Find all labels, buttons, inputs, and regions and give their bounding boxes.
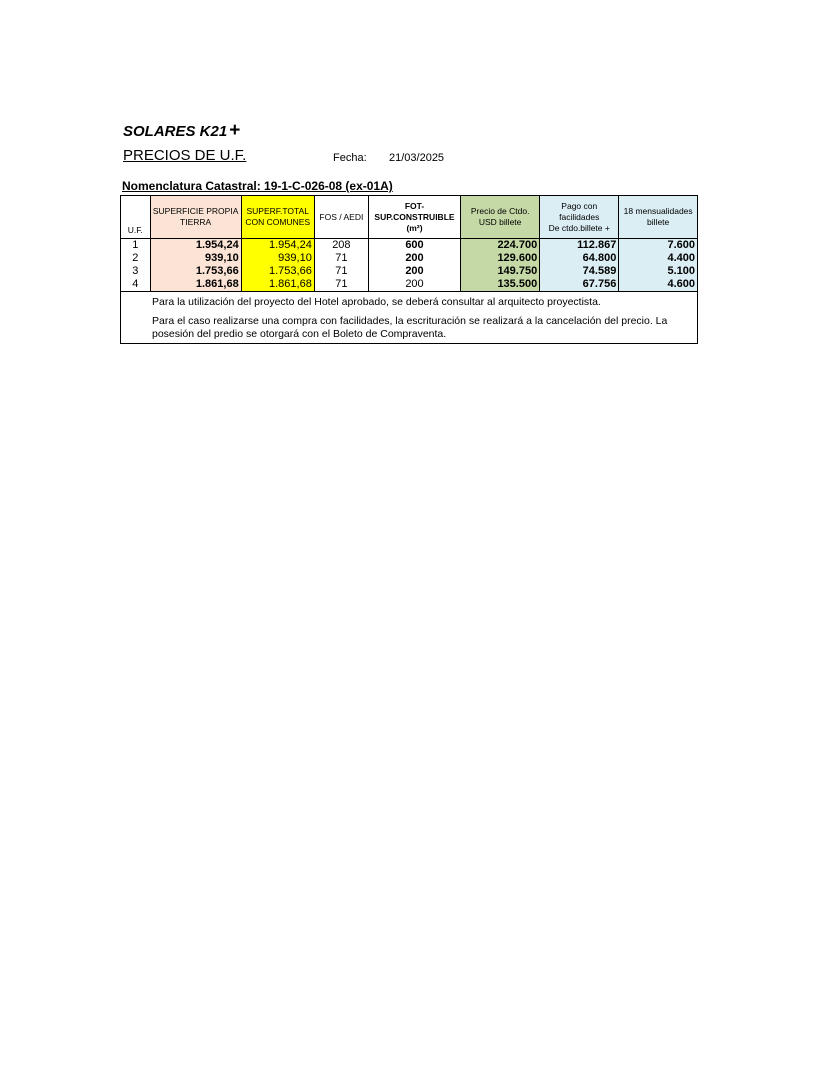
cell-superficie-total: 1.861,68	[241, 278, 314, 292]
cell-superficie-propia: 1.861,68	[150, 278, 241, 292]
cell-precio: 149.750	[461, 265, 540, 278]
col-header-precio: Precio de Ctdo. USD billete	[461, 196, 540, 239]
document-subtitle: PRECIOS DE U.F.	[123, 147, 247, 164]
price-table-container	[120, 195, 698, 344]
col-header-fot: FOT- SUP.CONSTRUIBLE (m²)	[368, 196, 460, 239]
cell-fot: 200	[368, 265, 460, 278]
table-row	[121, 278, 697, 292]
cell-mensualidades: 4.400	[619, 252, 697, 265]
table-row	[121, 252, 697, 265]
note-hotel-project: Para la utilización del proyecto del Hotel aprobado, se deberá consultar al arquitecto proyectista.	[152, 296, 601, 308]
cell-fos: 208	[314, 239, 368, 253]
cell-pago-facilidades: 74.589	[540, 265, 619, 278]
col-header-superficie-propia: SUPERFICIE PROPIA TIERRA	[150, 196, 241, 239]
cell-uf: 4	[121, 278, 150, 292]
document-title: SOLARES K21 +	[123, 120, 241, 141]
notes-section	[121, 292, 697, 343]
col-header-fos: FOS / AEDI	[314, 196, 368, 239]
cell-uf: 2	[121, 252, 150, 265]
price-table	[121, 196, 697, 292]
date-value: 21/03/2025	[389, 152, 445, 164]
cadastral-nomenclature: Nomenclatura Catastral: 19-1-C-026-08 (ex-01A)	[122, 179, 393, 193]
col-header-mensualidades: 18 mensualidades billete	[619, 196, 697, 239]
cell-superficie-total: 939,10	[241, 252, 314, 265]
cell-superficie-propia: 1.753,66	[150, 265, 241, 278]
cell-fos: 71	[314, 265, 368, 278]
cell-mensualidades: 4.600	[619, 278, 697, 292]
col-header-superficie-total: SUPERF.TOTAL CON COMUNES	[241, 196, 314, 239]
cell-fos: 71	[314, 252, 368, 265]
table-row	[121, 265, 697, 278]
cell-pago-facilidades: 112.867	[540, 239, 619, 253]
cell-fot: 200	[368, 278, 460, 292]
cell-fot: 200	[368, 252, 460, 265]
cell-mensualidades: 7.600	[619, 239, 697, 253]
table-header-row	[121, 196, 697, 239]
cell-pago-facilidades: 67.756	[540, 278, 619, 292]
cell-fot: 600	[368, 239, 460, 253]
cell-precio: 135.500	[461, 278, 540, 292]
col-header-pago-facilidades: Pago con facilidades De ctdo.billete +	[540, 196, 619, 239]
cell-uf: 1	[121, 239, 150, 253]
cell-fos: 71	[314, 278, 368, 292]
cell-precio: 129.600	[461, 252, 540, 265]
cell-uf: 3	[121, 265, 150, 278]
table-row	[121, 239, 697, 253]
cell-superficie-total: 1.753,66	[241, 265, 314, 278]
cell-superficie-propia: 1.954,24	[150, 239, 241, 253]
date-label: Fecha:	[333, 152, 367, 164]
col-header-uf: U.F.	[121, 196, 150, 239]
cell-superficie-propia: 939,10	[150, 252, 241, 265]
cell-precio: 224.700	[461, 239, 540, 253]
cell-mensualidades: 5.100	[619, 265, 697, 278]
cell-pago-facilidades: 64.800	[540, 252, 619, 265]
plus-mark: +	[229, 120, 241, 141]
cell-superficie-total: 1.954,24	[241, 239, 314, 253]
note-payment-terms: Para el caso realizarse una compra con facilidades, la escrituración se realizará a la cancelación del precio. La posesión del predio se otorgará con el Boleto de Compraventa.	[152, 315, 668, 340]
